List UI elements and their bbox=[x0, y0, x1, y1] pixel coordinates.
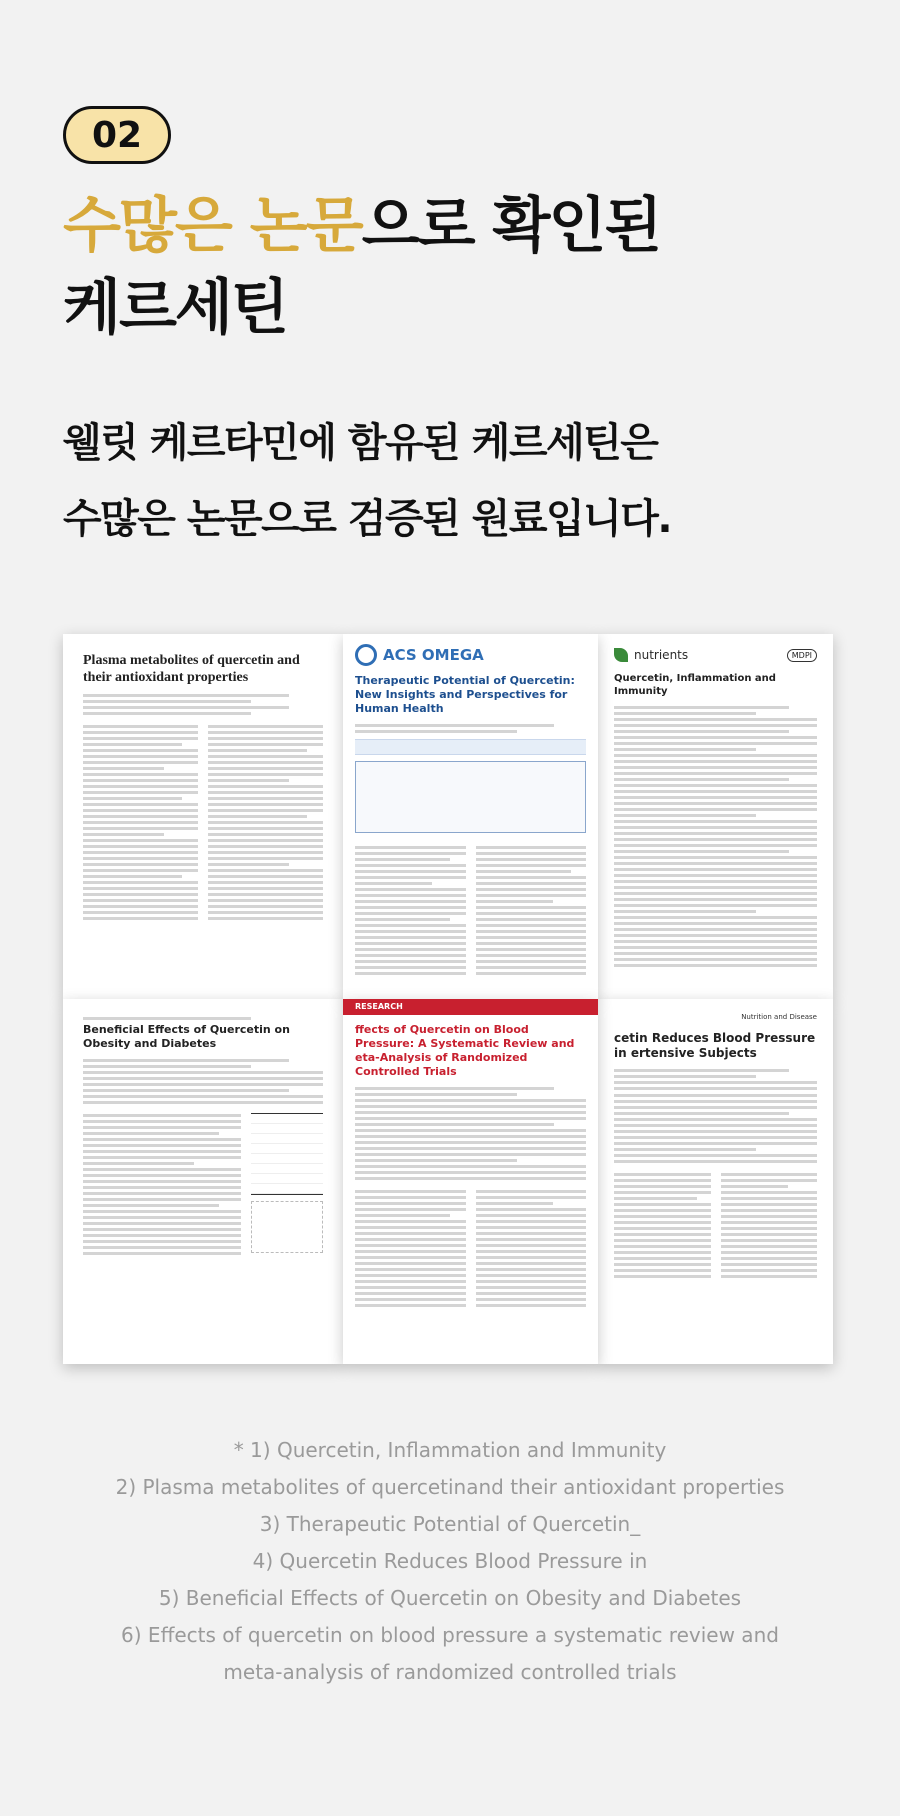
paper-body-columns bbox=[614, 1166, 817, 1281]
paper-collage bbox=[63, 634, 833, 1364]
subtitle-line-1: 웰릿 케르타민에 함유된 케르세틴은 bbox=[63, 420, 658, 466]
paper-author-lines bbox=[614, 1069, 817, 1090]
leaf-icon bbox=[614, 648, 628, 662]
paper-body-lines bbox=[614, 706, 817, 967]
paper-body-lines bbox=[355, 1087, 586, 1180]
reference-item: 4) Quercetin Reduces Blood Pressure in bbox=[252, 1549, 648, 1573]
paper-title: ffects of Quercetin on Blood Pressure: A Systematic Review and eta-Analysis of Randomized Controlled Trials bbox=[355, 1023, 575, 1078]
paper-title: Plasma metabolites of quercetin and their antioxidant properties bbox=[83, 653, 300, 685]
paper-title: Therapeutic Potential of Quercetin: New Insights and Perspectives for Human Health bbox=[355, 674, 575, 715]
paper-obesity-diabetes bbox=[63, 999, 343, 1364]
paper-title: cetin Reduces Blood Pressure in ertensive Subjects bbox=[614, 1031, 816, 1060]
paper-author-lines bbox=[83, 1059, 323, 1104]
section-number-badge: 02 bbox=[63, 106, 171, 164]
paper-blood-pressure-hypertensive bbox=[598, 999, 833, 1364]
molecule-diagram-icon bbox=[251, 1201, 323, 1253]
journal-name: nutrients bbox=[634, 648, 689, 662]
paper-abstract-lines bbox=[614, 1094, 817, 1163]
reference-item: 2) Plasma metabolites of quercetinand their antioxidant properties bbox=[115, 1475, 785, 1499]
paper-body-columns bbox=[83, 718, 323, 923]
paper-blood-pressure-meta-analysis bbox=[343, 999, 598, 1364]
paper-body-columns bbox=[355, 1183, 586, 1310]
paper-table bbox=[251, 1113, 323, 1195]
paper-acs-omega bbox=[343, 634, 598, 999]
subtitle bbox=[63, 405, 671, 557]
paper-body-columns bbox=[355, 839, 586, 978]
paper-plasma-metabolites bbox=[63, 634, 343, 999]
paper-author-lines bbox=[355, 724, 586, 733]
paper-title: Quercetin, Inflammation and Immunity bbox=[614, 673, 776, 697]
reference-list bbox=[0, 1432, 900, 1691]
journal-name: ACS OMEGA bbox=[383, 646, 484, 664]
reference-item: 3) Therapeutic Potential of Quercetin_ bbox=[259, 1512, 641, 1536]
mdpi-logo-icon: MDPI bbox=[787, 649, 817, 662]
paper-nutrients bbox=[598, 634, 833, 999]
paper-title: Beneficial Effects of Quercetin on Obesity and Diabetes bbox=[83, 1023, 290, 1050]
reference-item: 5) Beneficial Effects of Quercetin on Obesity and Diabetes bbox=[158, 1586, 742, 1610]
paper-abstract-box bbox=[355, 761, 586, 833]
paper-body-columns bbox=[83, 1107, 323, 1259]
paper-info-bar bbox=[355, 739, 586, 755]
reference-item: meta-analysis of randomized controlled trials bbox=[223, 1660, 677, 1684]
acs-omega-logo bbox=[355, 644, 586, 666]
subtitle-line-2: 수많은 논문으로 검증된 원료입니다. bbox=[63, 496, 672, 542]
reference-item: 6) Effects of quercetin on blood pressure a systematic review and bbox=[121, 1623, 779, 1647]
title-highlight: 수많은 논문 bbox=[63, 191, 362, 261]
journal-tag: Nutrition and Disease bbox=[741, 1013, 817, 1021]
research-tag: RESEARCH bbox=[343, 999, 598, 1015]
nutrients-logo bbox=[614, 648, 817, 662]
reference-item: * 1) Quercetin, Inflammation and Immunity bbox=[233, 1438, 667, 1462]
acs-logo-icon bbox=[355, 644, 377, 666]
title-rest: 으로 확인된 bbox=[361, 191, 661, 261]
title-line-2: 케르세틴 bbox=[63, 273, 287, 343]
paper-author-lines bbox=[83, 694, 323, 715]
paper-header-line bbox=[83, 1017, 323, 1020]
page-title bbox=[63, 185, 660, 349]
